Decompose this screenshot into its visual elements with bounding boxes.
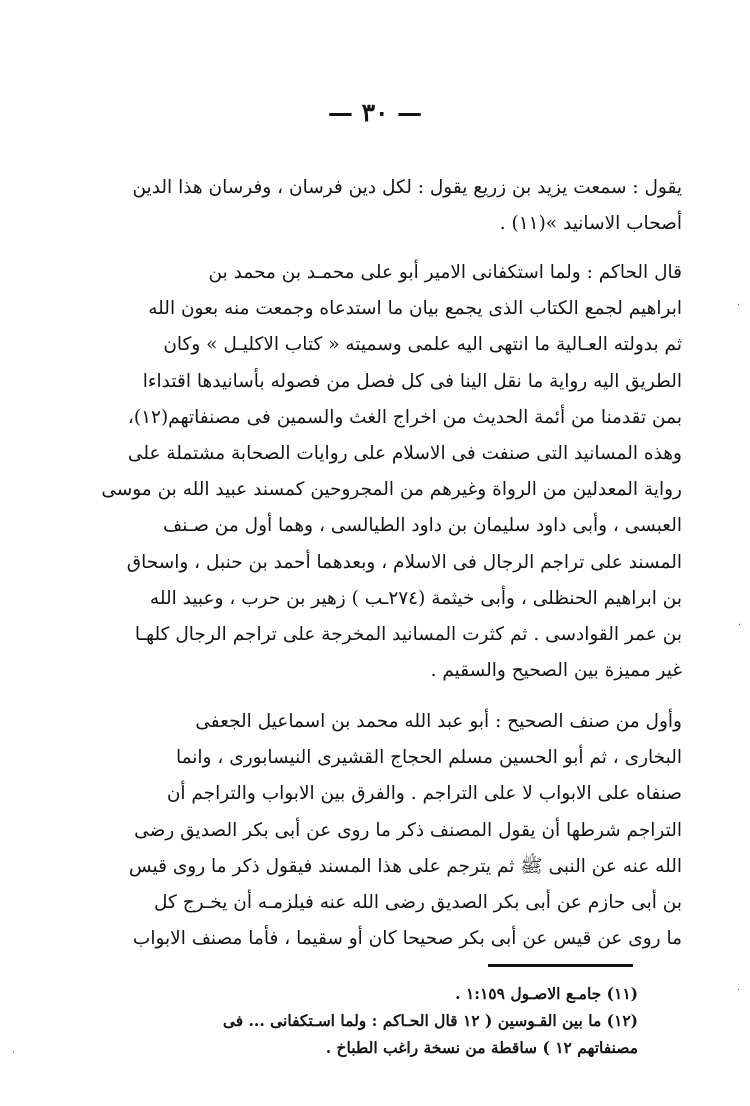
text-line: غير مميزة بين الصحيح والسقيم . bbox=[430, 660, 682, 682]
scan-speck: · bbox=[737, 985, 741, 996]
footnote-divider bbox=[488, 964, 633, 967]
text-line: البخارى ، ثم أبو الحسين مسلم الحجاج القشيرى النيسابورى ، وانما bbox=[175, 747, 682, 769]
paragraph-3 bbox=[58, 704, 682, 957]
scan-speck: · bbox=[738, 620, 742, 631]
text-line: الله عنه عن النبى ﷺ ثم يترجم على هذا المسند فيقول ذكر ما روى قيس bbox=[128, 855, 682, 877]
scan-speck: · bbox=[737, 300, 741, 311]
text-line: قال الحاكم : ولما استكفانى الامير أبو على محمـد بن محمد بن bbox=[208, 262, 682, 283]
text-line: بن عمر القوادسى . ثم كثرت المسانيد المخرجة على تراجم الرجال كلهـا bbox=[134, 623, 682, 645]
footnotes bbox=[72, 980, 638, 1061]
page-number: — ٣٠ — bbox=[327, 98, 423, 127]
text-line: ما روى عن قيس عن أبى بكر صحيحا كان أو سقيما ، فأما مصنف الابواب bbox=[132, 928, 682, 950]
text-line: ثم بدولته العـالية ما انتهى اليه علمى وسميته « كتاب الاكليـل » وكان bbox=[163, 334, 682, 356]
text-line: بمن تقدمنا من أئمة الحديث من اخراج الغث والسمين فى مصنفاتهم(١٢)، bbox=[127, 406, 682, 428]
footnote-12-continued: مصنفاتهم ١٢ ) ساقطة من نسخة راغب الطباخ . bbox=[325, 1038, 638, 1057]
text-line: صنفاه على الابواب لا على التراجم . والفرق بين الابواب والتراجم أن bbox=[166, 783, 682, 805]
footnote-12: (١٢) ما بين القـوسين ( ١٢ قال الحـاكم : ولما اسـتكفانى ... فى bbox=[222, 1011, 638, 1030]
paragraph-1 bbox=[58, 170, 682, 242]
text-line: بن أبى حازم عن أبى بكر الصديق رضى الله عنه فيلزمـه أن يخـرج كل bbox=[154, 891, 682, 913]
text-line: ابراهيم لجمع الكتاب الذى يجمع بيان ما استدعاه وجمعت منه بعون الله bbox=[148, 298, 682, 320]
text-line: وهذه المسانيد التى صنفت فى الاسلام على روايات الصحابة مشتملة على bbox=[127, 442, 682, 464]
text-line: يقول : سمعت يزيد بن زريع يقول : لكل دين فرسان ، وفرسان هذا الدين bbox=[132, 177, 682, 198]
text-line: أصحاب الاسانيد »(١١) . bbox=[499, 213, 682, 235]
text-line: بن ابراهيم الحنظلى ، وأبى خيثمة (٢٧٤ـب ) زهير بن حرب ، وعبيد الله bbox=[149, 587, 682, 609]
text-line: رواية المعدلين من الرواة وغيرهم من المجروحين كمسند عبيد الله بن موسى bbox=[101, 479, 682, 501]
text-line: المسند على تراجم الرجال فى الاسلام ، وبعدهما أحمد بن حنبل ، واسحاق bbox=[126, 551, 682, 573]
paragraph-2 bbox=[58, 255, 682, 689]
scan-speck: · bbox=[12, 1048, 16, 1059]
text-line: وأول من صنف الصحيح : أبو عبد الله محمد بن اسماعيل الجعفى bbox=[195, 711, 682, 732]
text-line: العبسى ، وأبى داود سليمان بن داود الطيالسى ، وهما أول من صـنف bbox=[163, 515, 682, 537]
footnote-11: (١١) جامـع الاصـول ١:١٥٩ . bbox=[455, 984, 638, 1003]
text-line: التراجم شرطها أن يقول المصنف ذكر ما روى عن أبى بكر الصديق رضى bbox=[134, 819, 682, 841]
text-line: الطريق اليه رواية ما نقل الينا فى كل فصل من فصوله بأسانيدها اقتداءا bbox=[142, 370, 682, 392]
